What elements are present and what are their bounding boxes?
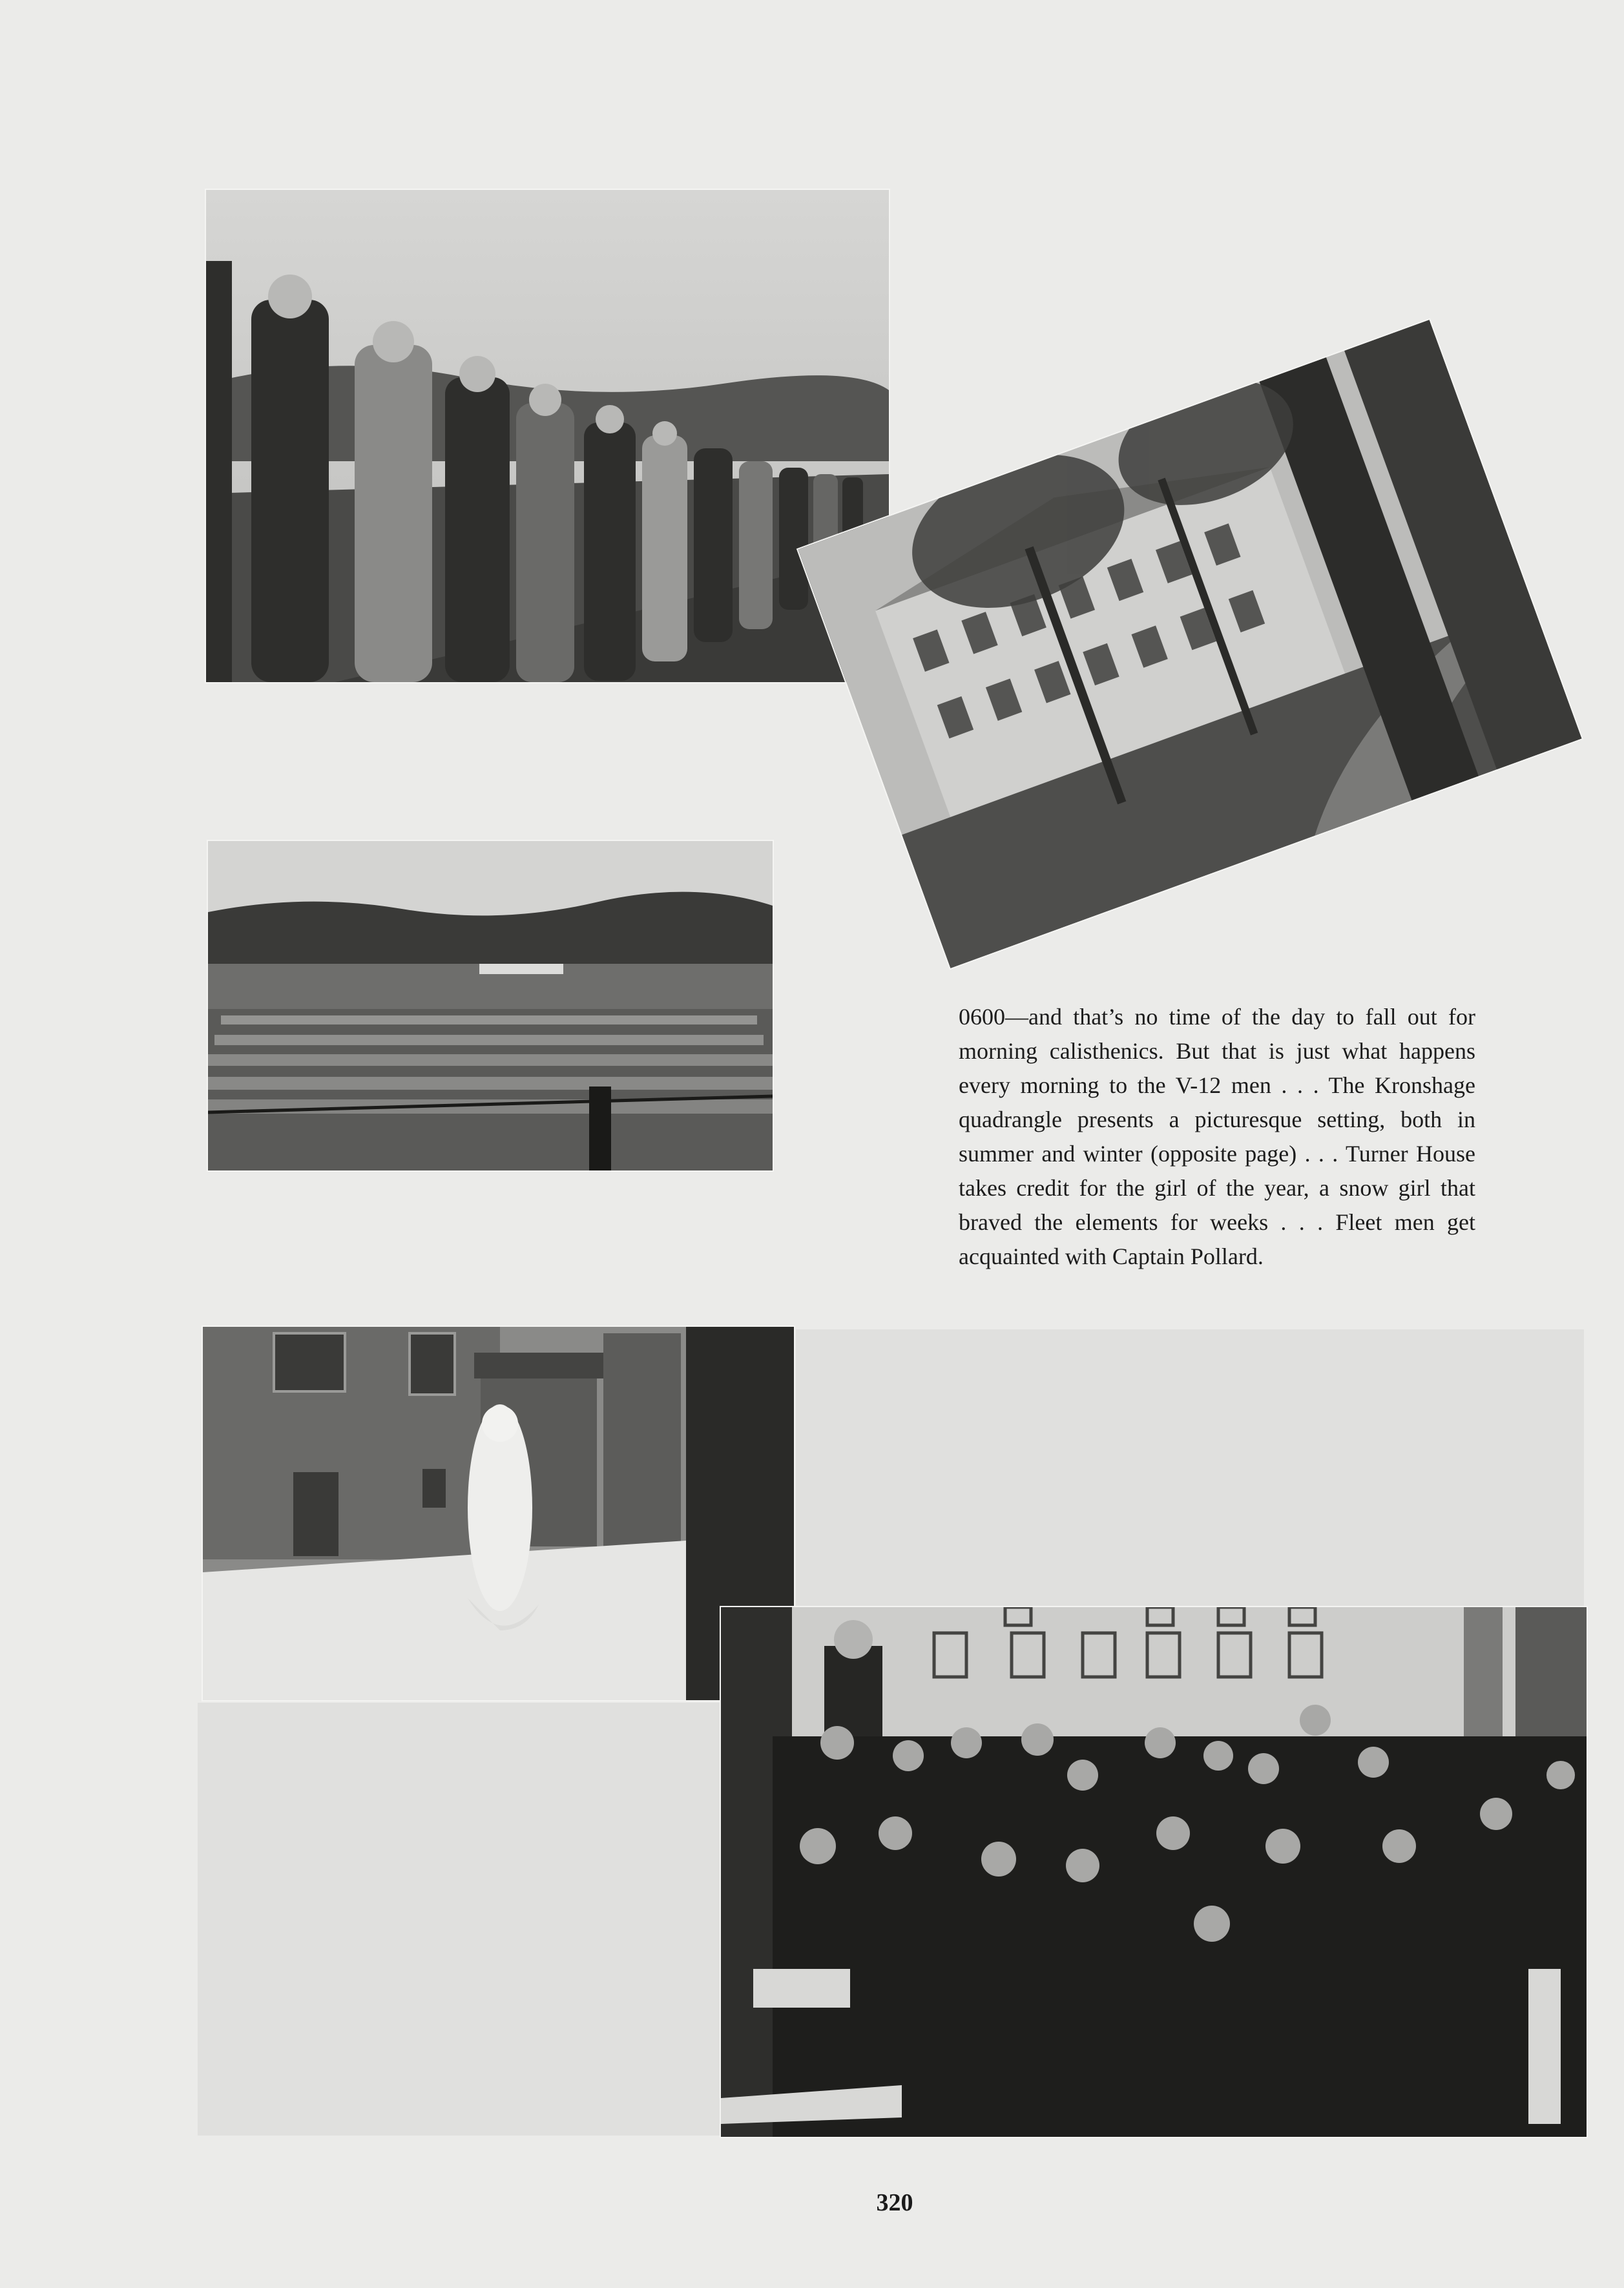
- photo-men-lineup: [205, 189, 890, 683]
- photo-calisthenics-field: [207, 840, 774, 1172]
- photo-fleet-men-captain: [720, 1606, 1588, 2138]
- blank-panel-bottom-left: [198, 1703, 721, 2136]
- photo-kronshage-quadrangle: [796, 318, 1583, 970]
- page-number: 320: [876, 2189, 913, 2216]
- photo-snow-girl: [202, 1326, 795, 1701]
- caption-text: 0600—and that’s no time of the day to fall out for morning calisthenics. But that is just what happens every morning to the V-12 men . . . The Kronshage quadrangle presents a picturesque setting, both in summer and winter (opposite page) . . . Turner House takes credit for the girl of the year, a snow girl that braved the elements for weeks . . . Fleet men get acquainted with Captain Pollard.: [959, 1004, 1475, 1269]
- blank-panel-top-right: [796, 1329, 1584, 1606]
